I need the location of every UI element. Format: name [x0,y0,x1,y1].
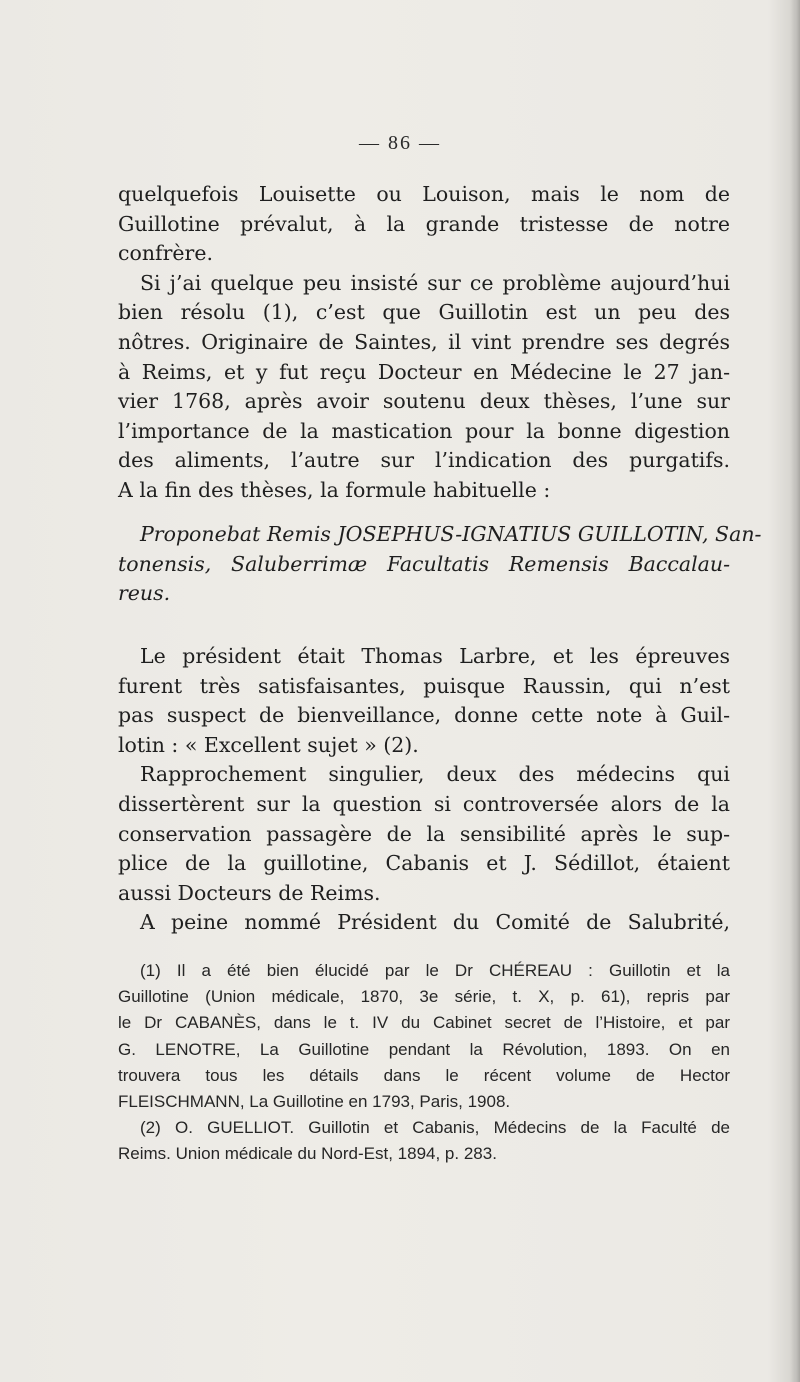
footnote-line: trouvera tous les détails dans le récent volume de Hector [118,1065,730,1085]
quote-line: reus. [118,581,171,606]
footnote-line: Reims. Union médicale du Nord-Est, 1894, p. 283. [118,1144,497,1164]
quote-line: Proponebat Remis JOSEPHUS-IGNATIUS GUILLOTIN, San- [140,522,762,546]
footnote-line: (2) O. GUELLIOT. Guillotin et Cabanis, Médecins de la Faculté de [140,1118,730,1138]
text-line: pas suspect de bienveillance, donne cette note à Guil- [118,703,730,728]
text-line: aussi Docteurs de Reims. [118,880,381,905]
text-line: Guillotine prévalut, à la grande tristesse de notre [118,211,730,236]
text-line: Le président était Thomas Larbre, et les épreuves [140,644,730,668]
text-line: A la fin des thèses, la formule habituelle : [118,477,551,502]
latin-quote [118,520,762,609]
quote-line: tonensis, Saluberrimæ Facultatis Remensis Baccalau- [118,551,730,576]
main-text [118,180,730,506]
text-line: vier 1768, après avoir soutenu deux thèses, l’une sur [118,389,730,414]
text-line: plice de la guillotine, Cabanis et J. Sédillot, étaient [118,851,730,876]
text-line: Si j’ai quelque peu insisté sur ce problème aujourd’hui [140,270,730,295]
text-line: confrère. [118,241,213,266]
text-line: à Reims, et y fut reçu Docteur en Médecine le 27 jan- [118,359,730,384]
text-line: quelquefois Louisette ou Louison, mais le nom de [118,182,730,206]
page-number: — 86 — [359,132,441,154]
text-line: des aliments, l’autre sur l’indication des purgatifs. [118,448,730,473]
text-line: bien résolu (1), c’est que Guillotin est un peu des [118,300,730,325]
text-line: Rapprochement singulier, deux des médecins qui [140,762,730,787]
footnote-line: Guillotine (Union médicale, 1870, 3e série, t. X, p. 61), repris par [118,987,730,1007]
footnotes [118,958,730,1168]
text-line: conservation passagère de la sensibilité après le sup- [118,821,730,846]
text-line: l’importance de la mastication pour la bonne digestion [118,418,730,443]
footnote-line: FLEISCHMANN, La Guillotine en 1793, Paris, 1908. [118,1091,511,1111]
footnote-line: (1) Il a été bien élucidé par le Dr CHÉREAU : Guillotin et la [140,961,730,980]
text-line: A peine nommé Président du Comité de Salubrité, [140,910,730,935]
footnote-line: G. LENOTRE, La Guillotine pendant la Révolution, 1893. On en [118,1039,730,1059]
text-line: lotin : « Excellent sujet » (2). [118,732,419,757]
text-line: furent très satisfaisantes, puisque Raussin, qui n’est [118,673,730,698]
text-line: dissertèrent sur la question si controversée alors de la [118,791,730,816]
page-edge-shadow [790,0,800,1382]
footnote-line: le Dr CABANÈS, dans le t. IV du Cabinet secret de l’Histoire, et par [118,1013,730,1033]
main-text-continued [118,642,730,938]
text-line: nôtres. Originaire de Saintes, il vint prendre ses degrés [118,329,730,354]
